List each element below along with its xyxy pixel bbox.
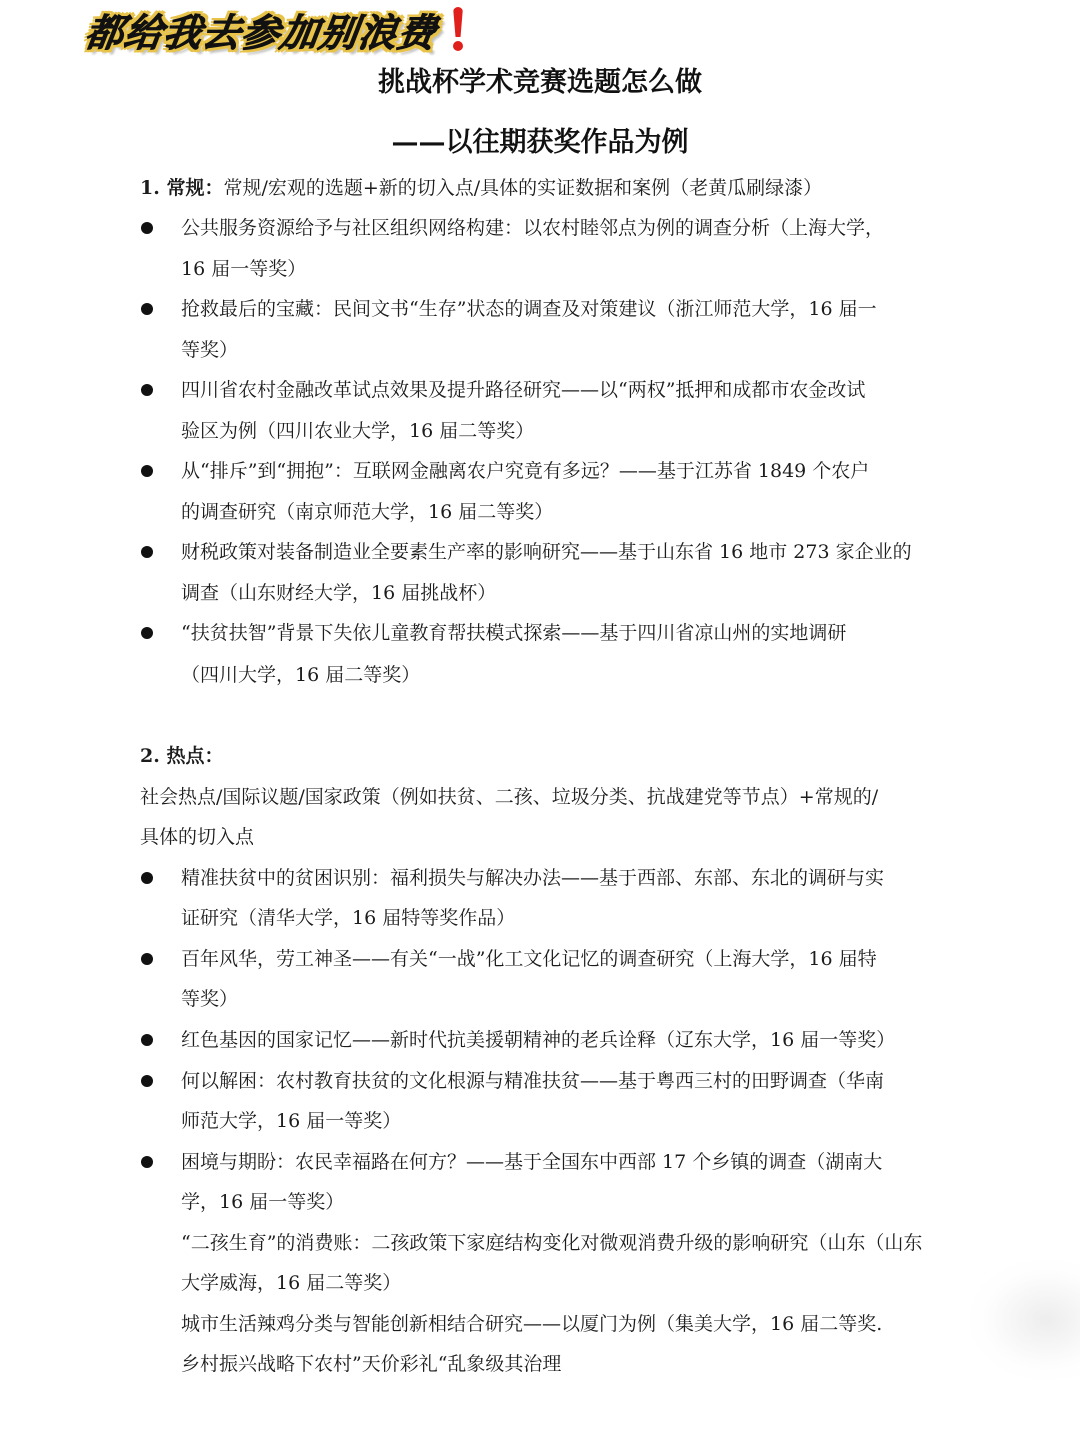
list-item: 何以解困：农村教育扶贫的文化根源与精准扶贫——基于粤西三村的田野调查（华南 bbox=[181, 1070, 885, 1092]
bullet-icon bbox=[141, 384, 153, 396]
bullet-icon bbox=[141, 953, 153, 965]
list-item: 抢救最后的宝藏：民间文书“生存”状态的调查及对策建议（浙江师范大学，16 届一 bbox=[181, 298, 877, 320]
banner bbox=[82, 4, 465, 55]
section-1-label: 1. 常规： bbox=[140, 177, 224, 199]
bullet-icon bbox=[141, 1034, 153, 1046]
list-item-cont: 16 届一等奖） bbox=[181, 258, 307, 280]
list-item: “二孩生育”的消费账：二孩政策下家庭结构变化对微观消费升级的影响研究（山东（山东 bbox=[181, 1232, 923, 1254]
exclamation-icon bbox=[451, 7, 465, 51]
list-item-cont: 调查（山东财经大学，16 届挑战杯） bbox=[181, 582, 497, 604]
bullet-icon bbox=[141, 303, 153, 315]
list-item: 百年风华，劳工神圣——有关“一战”化工文化记忆的调查研究（上海大学，16 届特 bbox=[181, 948, 877, 970]
page-smudge bbox=[970, 1260, 1080, 1380]
bullet-icon bbox=[141, 1075, 153, 1087]
bullet-icon bbox=[141, 627, 153, 639]
list-item: 精准扶贫中的贫困识别：福利损失与解决办法——基于西部、东部、东北的调研与实 bbox=[181, 867, 885, 889]
list-item-cont: 大学威海，16 届二等奖） bbox=[181, 1272, 402, 1294]
bullet-icon bbox=[141, 546, 153, 558]
banner-text: 都给我去参加别浪费 bbox=[82, 10, 440, 55]
list-item-cont: （四川大学，16 届二等奖） bbox=[181, 664, 421, 686]
list-item-cont: 等奖） bbox=[181, 988, 239, 1010]
bullet-icon bbox=[141, 872, 153, 884]
page-title: 挑战杯学术竞赛选题怎么做 bbox=[378, 67, 702, 98]
list-item-cont: 的调查研究（南京师范大学，16 届二等奖） bbox=[181, 501, 554, 523]
bullet-icon bbox=[141, 465, 153, 477]
bullet-icon bbox=[141, 222, 153, 234]
section-1-desc: 常规/宏观的选题+新的切入点/具体的实证数据和案例（老黄瓜刷绿漆） bbox=[223, 177, 823, 199]
page-subtitle: ——以往期获奖作品为例 bbox=[391, 127, 689, 158]
list-item: “扶贫扶智”背景下失依儿童教育帮扶模式探索——基于四川省凉山州的实地调研 bbox=[181, 622, 847, 644]
list-item: 红色基因的国家记忆——新时代抗美援朝精神的老兵诠释（辽东大学，16 届一等奖） bbox=[181, 1029, 896, 1051]
list-item-cont: 学，16 届一等奖） bbox=[181, 1191, 345, 1213]
section-2-label: 2. 热点： bbox=[140, 745, 224, 767]
list-item-cont: 师范大学，16 届一等奖） bbox=[181, 1110, 402, 1132]
section-2-desc: 社会热点/国际议题/国家政策（例如扶贫、二孩、垃圾分类、抗战建党等节点）+常规的/ bbox=[140, 786, 879, 808]
list-item: 公共服务资源给予与社区组织网络构建：以农村睦邻点为例的调查分析（上海大学， bbox=[181, 217, 885, 239]
list-item: 四川省农村金融改革试点效果及提升路径研究——以“两权”抵押和成都市农金改试 bbox=[181, 379, 866, 401]
section-2-heading bbox=[140, 743, 223, 769]
list-item-cont: 证研究（清华大学，16 届特等奖作品） bbox=[181, 907, 516, 929]
section-1-heading bbox=[140, 175, 822, 201]
list-item: 从“排斥”到“拥抱”：互联网金融离农户究竟有多远？——基于江苏省 1849 个农户 bbox=[181, 460, 870, 482]
list-item: 财税政策对装备制造业全要素生产率的影响研究——基于山东省 16 地市 273 家企业的 bbox=[181, 541, 912, 563]
list-item-cont: 等奖） bbox=[181, 339, 239, 361]
list-item-cont: 验区为例（四川农业大学，16 届二等奖） bbox=[181, 420, 535, 442]
section-2-desc-cont: 具体的切入点 bbox=[140, 826, 255, 848]
list-item: 城市生活辣鸡分类与智能创新相结合研究——以厦门为例（集美大学，16 届二等奖. bbox=[181, 1313, 883, 1335]
list-item: 困境与期盼：农民幸福路在何方？——基于全国东中西部 17 个乡镇的调查（湖南大 bbox=[181, 1151, 883, 1173]
list-item: 乡村振兴战略下农村”天价彩礼“乱象级其治理 bbox=[181, 1353, 562, 1375]
bullet-icon bbox=[141, 1156, 153, 1168]
